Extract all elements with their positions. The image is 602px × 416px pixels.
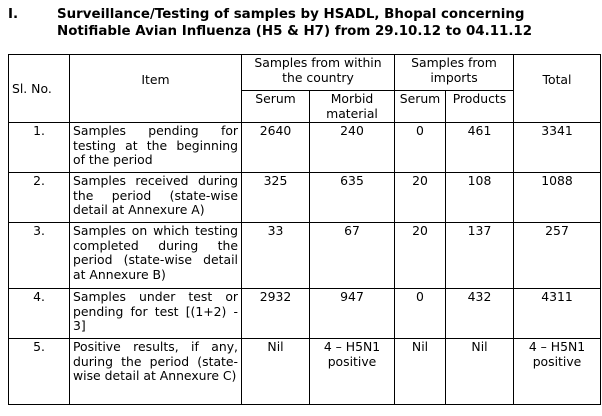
- row-sl-no: 2.: [9, 173, 70, 223]
- header-within-country: Samples from within the country: [242, 55, 395, 91]
- row-products: Nil: [446, 339, 514, 405]
- row-total: 4311: [514, 289, 601, 339]
- table-row: [9, 339, 601, 405]
- row-total: 257: [514, 223, 601, 289]
- row-item: Samples pending for testing at the beginning of the period: [70, 123, 242, 173]
- row-serum: 325: [242, 173, 310, 223]
- row-products: 137: [446, 223, 514, 289]
- row-products: 108: [446, 173, 514, 223]
- row-morbid: 67: [310, 223, 395, 289]
- row-item: Samples on which testing completed during the period (state-wise detail at Annexure B): [70, 223, 242, 289]
- header-morbid-material: Morbid material: [310, 91, 395, 123]
- row-item: Samples received during the period (state-wise detail at Annexure A): [70, 173, 242, 223]
- header-serum: Serum: [242, 91, 310, 123]
- row-morbid: 4 – H5N1 positive: [310, 339, 395, 405]
- header-sl-no: Sl. No.: [9, 55, 70, 123]
- row-imports-serum: 0: [395, 123, 446, 173]
- section-title: Surveillance/Testing of samples by HSADL, Bhopal concerning Notifiable Avian Influenza (H5 & H7) from 29.10.12 to 04.11.12: [57, 7, 533, 39]
- row-imports-serum: 20: [395, 223, 446, 289]
- header-total: Total: [514, 55, 601, 123]
- row-sl-no: 4.: [9, 289, 70, 339]
- header-imports-serum: Serum: [395, 91, 446, 123]
- section-number: I.: [8, 7, 19, 22]
- row-serum: 2932: [242, 289, 310, 339]
- row-products: 461: [446, 123, 514, 173]
- table-row: [9, 289, 601, 339]
- row-serum: 2640: [242, 123, 310, 173]
- row-total: 4 – H5N1 positive: [514, 339, 601, 405]
- row-item: Samples under test or pending for test [(1+2) - 3]: [70, 289, 242, 339]
- row-sl-no: 1.: [9, 123, 70, 173]
- table-row: [9, 123, 601, 173]
- row-item: Positive results, if any, during the period (state-wise detail at Annexure C): [70, 339, 242, 405]
- header-imports: Samples from imports: [395, 55, 514, 91]
- row-morbid: 635: [310, 173, 395, 223]
- row-sl-no: 3.: [9, 223, 70, 289]
- row-imports-serum: 20: [395, 173, 446, 223]
- table-row: [9, 223, 601, 289]
- row-morbid: 240: [310, 123, 395, 173]
- row-imports-serum: 0: [395, 289, 446, 339]
- table-row: [9, 173, 601, 223]
- header-item: Item: [70, 55, 242, 123]
- row-total: 3341: [514, 123, 601, 173]
- header-row-1: [9, 55, 601, 91]
- header-products: Products: [446, 91, 514, 123]
- row-serum: Nil: [242, 339, 310, 405]
- row-serum: 33: [242, 223, 310, 289]
- row-products: 432: [446, 289, 514, 339]
- row-sl-no: 5.: [9, 339, 70, 405]
- row-imports-serum: Nil: [395, 339, 446, 405]
- row-morbid: 947: [310, 289, 395, 339]
- samples-table: [8, 54, 601, 405]
- row-total: 1088: [514, 173, 601, 223]
